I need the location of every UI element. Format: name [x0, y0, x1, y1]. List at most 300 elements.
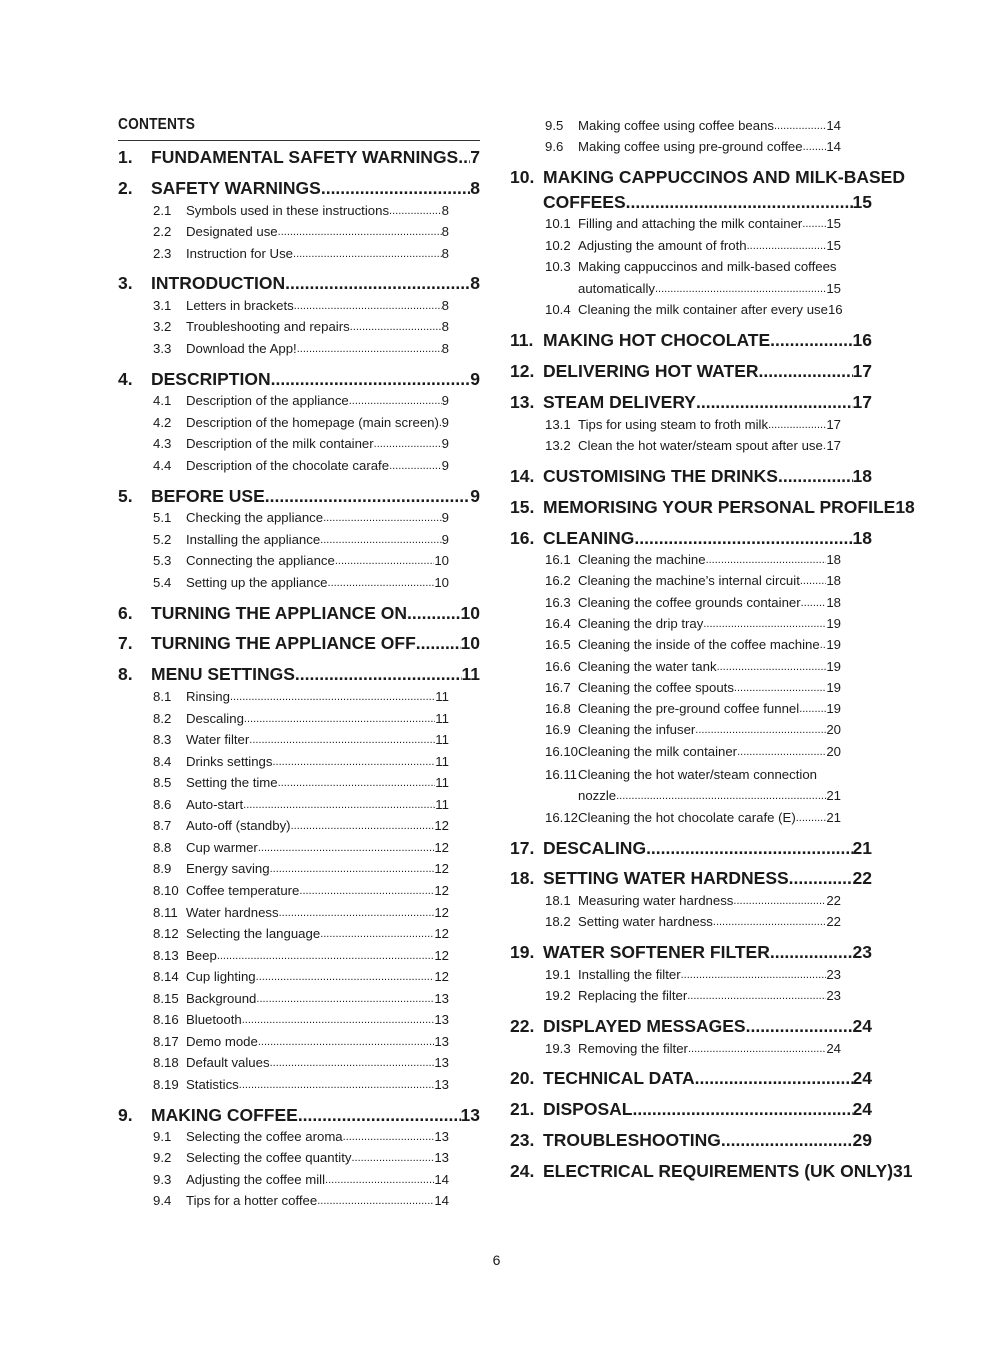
subsection-number: 9.1	[153, 1129, 172, 1144]
page-ref: 12	[434, 969, 449, 985]
subsection-number: 16.8	[545, 701, 571, 717]
section-number: 21.	[510, 1099, 535, 1119]
dot-leader	[713, 913, 826, 931]
subsection-title: Tips for using steam to froth milk	[578, 417, 769, 432]
dot-leader	[695, 1067, 853, 1089]
dot-leader	[688, 1040, 826, 1058]
dot-leader	[323, 509, 442, 527]
section-number: 19.	[510, 942, 535, 962]
toc-subsection-entry[interactable]	[545, 743, 841, 761]
toc-subsection-entry[interactable]	[153, 990, 449, 1008]
dot-leader	[265, 485, 470, 507]
page-ref: 18	[826, 552, 841, 567]
subsection-number: 2.1	[153, 203, 172, 218]
subsection-title: Cleaning the hot water/steam connection	[578, 767, 817, 782]
section-number: 12.	[510, 361, 535, 381]
subsection-number: 4.1	[153, 393, 172, 408]
page-ref: 13	[434, 1012, 449, 1028]
section-number: 1.	[118, 147, 133, 167]
subsection-title: Cleaning the milk container	[578, 743, 738, 759]
page-ref: 9	[441, 414, 449, 430]
page-ref: 14	[434, 1193, 449, 1209]
toc-subsection-entry[interactable]	[545, 1040, 841, 1058]
toc-subsection-entry[interactable]	[153, 882, 449, 900]
page-ref: 12	[434, 926, 449, 942]
toc-subsection-entry[interactable]	[153, 796, 449, 814]
subsection-number: 8.15	[153, 990, 179, 1006]
dot-leader	[733, 892, 826, 910]
page-ref: 24	[826, 1041, 841, 1056]
toc-section-entry[interactable]	[510, 941, 872, 963]
toc-subsection-entry[interactable]	[545, 138, 841, 156]
section-number: 9.	[118, 1105, 133, 1125]
section-title: INTRODUCTION	[151, 273, 286, 293]
section-title: TURNING THE APPLIANCE ON	[151, 603, 408, 623]
dot-leader	[407, 602, 461, 624]
dot-leader	[374, 435, 442, 453]
page-ref: 21	[826, 788, 841, 803]
dot-leader	[789, 867, 853, 889]
section-number: 8.	[118, 664, 133, 684]
subsection-title: Selecting the language	[186, 926, 321, 942]
toc-subsection-entry[interactable]	[153, 297, 449, 315]
toc-subsection-entry[interactable]	[153, 1054, 449, 1072]
dot-leader	[328, 574, 435, 592]
subsection-title: Removing the filter	[578, 1041, 688, 1056]
subsection-number: 5.1	[153, 510, 172, 525]
toc-section-entry[interactable]	[118, 177, 480, 199]
page-ref: 19	[826, 658, 841, 674]
dot-leader	[746, 1015, 853, 1037]
subsection-title: Letters in brackets	[186, 298, 294, 313]
page-ref: 12	[434, 947, 449, 963]
toc-subsection-entry[interactable]	[153, 968, 449, 986]
dot-leader	[721, 1129, 853, 1151]
subsection-number: 9.2	[153, 1150, 172, 1166]
contents-heading: CONTENTS	[118, 116, 429, 141]
section-title: CUSTOMISING THE DRINKS	[543, 466, 778, 486]
dot-leader	[616, 787, 826, 805]
toc-subsection-entry[interactable]	[153, 340, 449, 358]
section-number: 17.	[510, 838, 535, 858]
subsection-number: 4.4	[153, 457, 172, 473]
section-title: STEAM DELIVERY	[543, 392, 696, 412]
toc-section-entry[interactable]	[118, 485, 480, 507]
dot-leader	[687, 987, 826, 1005]
dot-leader	[416, 632, 461, 654]
section-title: ELECTRICAL REQUIREMENTS (UK ONLY)	[543, 1161, 894, 1181]
subsection-title: Drinks settings	[186, 753, 273, 769]
subsection-number: 8.12	[153, 926, 179, 942]
dot-leader	[703, 615, 826, 633]
toc-subsection-entry[interactable]	[545, 966, 841, 984]
toc-subsection-continuation[interactable]	[578, 280, 841, 298]
subsection-number: 3.1	[153, 298, 172, 313]
page-ref: 8	[441, 298, 449, 313]
page-ref: 16	[827, 302, 843, 317]
toc-subsection-entry[interactable]	[153, 1171, 449, 1189]
toc-subsection-entry[interactable]	[545, 551, 841, 569]
toc-subsection-entry[interactable]	[153, 574, 449, 592]
subsection-title: Making cappuccinos and milk-based coffees	[578, 259, 837, 274]
toc-subsection-entry[interactable]	[153, 753, 449, 771]
subsection-number: 13.2	[545, 438, 571, 454]
toc-subsection-entry[interactable]	[153, 414, 449, 432]
subsection-number: 8.3	[153, 732, 172, 748]
toc-subsection-entry[interactable]	[153, 1033, 449, 1051]
page-ref: 12	[434, 904, 449, 920]
subsection-title: Demo mode	[186, 1033, 258, 1049]
subsection-title: Troubleshooting and repairs	[186, 319, 350, 335]
subsection-title: Energy saving	[186, 861, 270, 877]
section-number: 13.	[510, 392, 535, 412]
toc-subsection-entry[interactable]	[153, 1149, 449, 1167]
subsection-title: Installing the filter	[578, 967, 681, 982]
page-ref: 19	[826, 637, 841, 653]
section-title: TURNING THE APPLIANCE OFF	[151, 633, 416, 653]
dot-leader	[325, 1171, 434, 1189]
dot-leader	[747, 237, 827, 255]
page-ref: 23	[826, 967, 841, 982]
subsection-number: 2.2	[153, 224, 172, 240]
subsection-number: 13.1	[545, 417, 571, 432]
subsection-title: Cleaning the coffee spouts	[578, 679, 734, 695]
subsection-number: 16.10	[545, 743, 579, 759]
dot-leader	[256, 990, 434, 1008]
page-ref: 9	[441, 531, 449, 547]
subsection-title: Setting water hardness	[578, 914, 713, 930]
dot-leader	[389, 202, 442, 220]
page-ref: 13	[434, 1055, 449, 1071]
subsection-number: 16.2	[545, 573, 571, 589]
dot-leader	[293, 245, 442, 263]
toc-subsection-entry[interactable]	[545, 892, 841, 910]
toc-subsection-entry[interactable]	[153, 457, 449, 475]
subsection-number: 9.6	[545, 139, 564, 154]
toc-section-entry[interactable]	[510, 867, 872, 889]
toc-subsection-entry[interactable]	[153, 904, 449, 922]
toc-subsection-entry[interactable]	[153, 245, 449, 263]
page-ref: 21	[826, 810, 841, 825]
page-ref: 22	[826, 914, 841, 930]
subsection-title: Auto-start	[186, 796, 244, 812]
subsection-number: 8.14	[153, 969, 179, 985]
subsection-title: Bluetooth	[186, 1012, 242, 1028]
subsection-title: Water filter	[186, 732, 250, 748]
toc-subsection-entry[interactable]	[153, 710, 449, 728]
subsection-title: Cleaning the machine	[578, 552, 706, 567]
toc-section-entry[interactable]	[510, 1098, 872, 1120]
dot-leader	[634, 527, 852, 549]
toc-subsection-entry[interactable]	[545, 766, 841, 784]
page-ref: 9	[470, 369, 480, 389]
toc-subsection-entry[interactable]	[153, 392, 449, 410]
toc-section-entry[interactable]	[510, 1129, 872, 1151]
page-ref: 11	[461, 664, 480, 684]
dot-leader	[655, 280, 826, 298]
page-ref: 29	[852, 1130, 872, 1150]
toc-subsection-entry[interactable]	[545, 117, 841, 135]
section-title: MAKING HOT CHOCOLATE	[543, 330, 771, 350]
toc-subsection-entry[interactable]	[153, 1076, 449, 1094]
toc-subsection-entry[interactable]	[153, 318, 449, 336]
section-title: SETTING WATER HARDNESS	[543, 868, 789, 888]
page-ref: 10	[460, 633, 480, 653]
subsection-number: 5.3	[153, 553, 172, 569]
page-ref: 13	[434, 1076, 449, 1092]
subsection-number: 16.6	[545, 658, 571, 674]
dot-leader	[343, 1128, 435, 1146]
dot-leader	[217, 947, 435, 965]
dot-leader	[774, 117, 826, 135]
toc-section-entry[interactable]	[510, 360, 872, 382]
toc-subsection-entry[interactable]	[545, 700, 841, 718]
page-ref: 24	[852, 1016, 872, 1036]
contents-divider	[118, 140, 480, 141]
dot-leader	[317, 1192, 434, 1210]
toc-subsection-entry[interactable]	[153, 817, 449, 835]
subsection-number: 16.3	[545, 594, 571, 610]
subsection-title: Background	[186, 990, 257, 1006]
toc-subsection-entry[interactable]	[545, 913, 841, 931]
dot-leader	[696, 391, 853, 413]
page-ref: 22	[852, 868, 872, 888]
toc-subsection-entry[interactable]	[545, 809, 841, 827]
subsection-title: Description of the appliance	[186, 393, 349, 408]
subsection-title: Replacing the filter	[578, 988, 688, 1004]
section-title: DISPLAYED MESSAGES	[543, 1016, 746, 1036]
toc-subsection-entry[interactable]	[153, 839, 449, 857]
page-ref: 9	[441, 457, 449, 473]
toc-subsection-entry[interactable]	[545, 594, 841, 612]
toc-subsection-entry[interactable]	[545, 679, 841, 697]
toc-subsection-entry[interactable]	[545, 987, 841, 1005]
toc-subsection-entry[interactable]	[545, 658, 841, 676]
toc-subsection-entry[interactable]	[545, 721, 841, 739]
page-ref: 19	[826, 701, 841, 717]
toc-subsection-entry[interactable]	[153, 552, 449, 570]
toc-section-continuation[interactable]	[543, 191, 872, 213]
dot-leader	[279, 904, 435, 922]
page-ref: 17	[852, 361, 872, 381]
page-ref: 10	[434, 553, 449, 569]
dot-leader	[278, 223, 442, 241]
subsection-title: Cleaning the milk container after every use	[578, 302, 828, 317]
section-number: 5.	[118, 486, 133, 506]
subsection-title: Water hardness	[186, 904, 279, 920]
subsection-title: Default values	[186, 1055, 270, 1071]
dot-leader	[802, 215, 826, 233]
section-title: DELIVERING HOT WATER	[543, 361, 759, 381]
subsection-number: 8.17	[153, 1033, 179, 1049]
page-ref: 17	[826, 417, 841, 432]
page-ref: 8	[441, 245, 449, 261]
subsection-title: Download the App!	[186, 340, 297, 356]
toc-section-entry[interactable]	[118, 632, 480, 654]
page-ref: 13	[434, 1150, 449, 1166]
dot-leader	[759, 360, 853, 382]
section-title: MENU SETTINGS	[151, 664, 295, 684]
page-ref: 11	[435, 732, 449, 748]
subsection-title: Cleaning the drip tray	[578, 615, 704, 631]
subsection-number: 10.3	[545, 259, 571, 274]
toc-section-entry[interactable]	[510, 465, 872, 487]
toc-section-entry[interactable]	[510, 166, 905, 188]
toc-subsection-entry[interactable]	[545, 301, 841, 319]
page-ref: 12	[434, 861, 449, 877]
toc-subsection-entry[interactable]	[545, 416, 841, 434]
dot-leader	[244, 710, 435, 728]
page-ref: 18	[826, 594, 841, 610]
subsection-number: 2.3	[153, 245, 172, 261]
page-ref: 15	[826, 281, 841, 296]
toc-section-entry[interactable]	[510, 391, 872, 413]
page-ref: 22	[826, 893, 841, 908]
toc-subsection-entry[interactable]	[153, 774, 449, 792]
dot-leader	[734, 679, 826, 697]
toc-subsection-continuation[interactable]	[578, 787, 841, 805]
dot-leader	[243, 796, 435, 814]
page-ref: 9	[470, 486, 480, 506]
toc-section-entry[interactable]	[118, 272, 480, 294]
dot-leader	[242, 1011, 435, 1029]
page-ref: 20	[826, 722, 841, 738]
dot-leader	[799, 700, 826, 718]
toc-subsection-entry[interactable]	[153, 1011, 449, 1029]
subsection-number: 8.5	[153, 775, 172, 791]
page-ref: 14	[826, 139, 841, 154]
toc-subsection-entry[interactable]	[545, 215, 841, 233]
subsection-number: 4.2	[153, 414, 172, 430]
section-title: TECHNICAL DATA	[543, 1068, 695, 1088]
toc-subsection-entry[interactable]	[153, 1192, 449, 1210]
dot-leader	[796, 809, 827, 827]
toc-subsection-entry[interactable]	[545, 437, 841, 455]
toc-subsection-entry[interactable]	[153, 435, 449, 453]
section-number: 7.	[118, 633, 133, 653]
section-title: MAKING COFFEE	[151, 1105, 298, 1125]
toc-subsection-entry[interactable]	[153, 202, 449, 220]
toc-subsection-entry[interactable]	[153, 731, 449, 749]
subsection-title: Cleaning the water tank	[578, 658, 717, 674]
toc-section-entry[interactable]	[510, 1067, 872, 1089]
subsection-number: 16.5	[545, 637, 571, 653]
toc-section-entry[interactable]	[118, 663, 480, 685]
subsection-title: Adjusting the coffee mill	[186, 1171, 326, 1187]
page-ref: 13	[460, 1105, 480, 1125]
toc-section-entry[interactable]	[510, 329, 872, 351]
page-ref: 23	[826, 988, 841, 1004]
section-number: 18.	[510, 868, 535, 888]
subsection-number: 8.1	[153, 689, 172, 704]
dot-leader	[258, 1033, 434, 1051]
toc-section-entry[interactable]	[510, 496, 915, 518]
subsection-number: 18.2	[545, 914, 571, 930]
subsection-title: Symbols used in these instructions	[186, 203, 390, 218]
toc-subsection-entry[interactable]	[153, 688, 449, 706]
dot-leader	[646, 837, 852, 859]
page-ref: 7	[470, 147, 480, 167]
page-ref: 14	[826, 118, 841, 133]
toc-section-entry[interactable]	[510, 837, 872, 859]
dot-leader	[272, 753, 435, 771]
section-number: 3.	[118, 273, 133, 293]
page-ref: 18	[826, 573, 841, 589]
subsection-number: 8.8	[153, 839, 172, 855]
subsection-title: Cleaning the inside of the coffee machine	[578, 637, 820, 653]
toc-subsection-entry[interactable]	[153, 1128, 449, 1146]
toc-subsection-entry[interactable]	[545, 572, 841, 590]
subsection-number: 16.12	[545, 810, 579, 825]
toc-section-entry[interactable]	[510, 1160, 913, 1182]
subsection-number: 16.9	[545, 722, 571, 738]
page-ref: 8	[441, 319, 449, 335]
subsection-title: Cleaning the coffee grounds container	[578, 594, 801, 610]
dot-leader	[239, 1076, 435, 1094]
page-ref: 13	[434, 1033, 449, 1049]
page-ref: 21	[852, 838, 872, 858]
toc-section-entry[interactable]	[118, 602, 480, 624]
page-ref: 8	[441, 203, 449, 218]
toc-subsection-entry[interactable]	[545, 636, 841, 654]
section-title-cont: COFFEES	[543, 192, 626, 212]
subsection-title: Tips for a hotter coffee	[186, 1193, 318, 1209]
subsection-number: 19.2	[545, 988, 571, 1004]
toc-subsection-entry[interactable]	[153, 509, 449, 527]
dot-leader	[299, 882, 434, 900]
dot-leader	[632, 1098, 852, 1120]
section-title: DESCRIPTION	[151, 369, 271, 389]
dot-leader	[230, 688, 435, 706]
toc-subsection-entry[interactable]	[153, 860, 449, 878]
toc-section-entry[interactable]	[510, 527, 872, 549]
dot-leader	[820, 636, 827, 654]
toc-subsection-entry[interactable]	[545, 237, 841, 255]
subsection-number: 10.2	[545, 238, 571, 253]
dot-leader	[271, 368, 471, 390]
subsection-title: Cup lighting	[186, 969, 256, 985]
dot-leader	[285, 272, 470, 294]
page-ref: 11	[435, 796, 449, 812]
subsection-number: 8.7	[153, 818, 172, 834]
dot-leader	[295, 663, 462, 685]
section-number: 23.	[510, 1130, 535, 1150]
subsection-title: Cleaning the machine’s internal circuit	[578, 573, 800, 589]
toc-subsection-entry[interactable]	[545, 258, 841, 276]
subsection-title: Instruction for Use	[186, 245, 294, 261]
page-ref: 8	[441, 340, 449, 356]
page-ref: 9	[441, 393, 449, 408]
toc-section-entry[interactable]	[118, 1104, 480, 1126]
subsection-number: 9.4	[153, 1193, 172, 1209]
toc-section-entry[interactable]	[118, 146, 480, 168]
toc-subsection-entry[interactable]	[153, 925, 449, 943]
subsection-title: Cleaning the pre-ground coffee funnel	[578, 701, 800, 717]
section-number: 4.	[118, 369, 133, 389]
toc-subsection-entry[interactable]	[153, 947, 449, 965]
section-title: BEFORE USE	[151, 486, 265, 506]
toc-subsection-entry[interactable]	[545, 615, 841, 633]
dot-leader	[249, 731, 435, 749]
dot-leader	[717, 658, 827, 676]
toc-section-entry[interactable]	[510, 1015, 872, 1037]
toc-subsection-entry[interactable]	[153, 531, 449, 549]
toc-subsection-entry[interactable]	[153, 223, 449, 241]
dot-leader	[389, 457, 442, 475]
toc-section-entry[interactable]	[118, 368, 480, 390]
subsection-title: Beep	[186, 947, 217, 963]
page-ref: 12	[434, 818, 449, 834]
